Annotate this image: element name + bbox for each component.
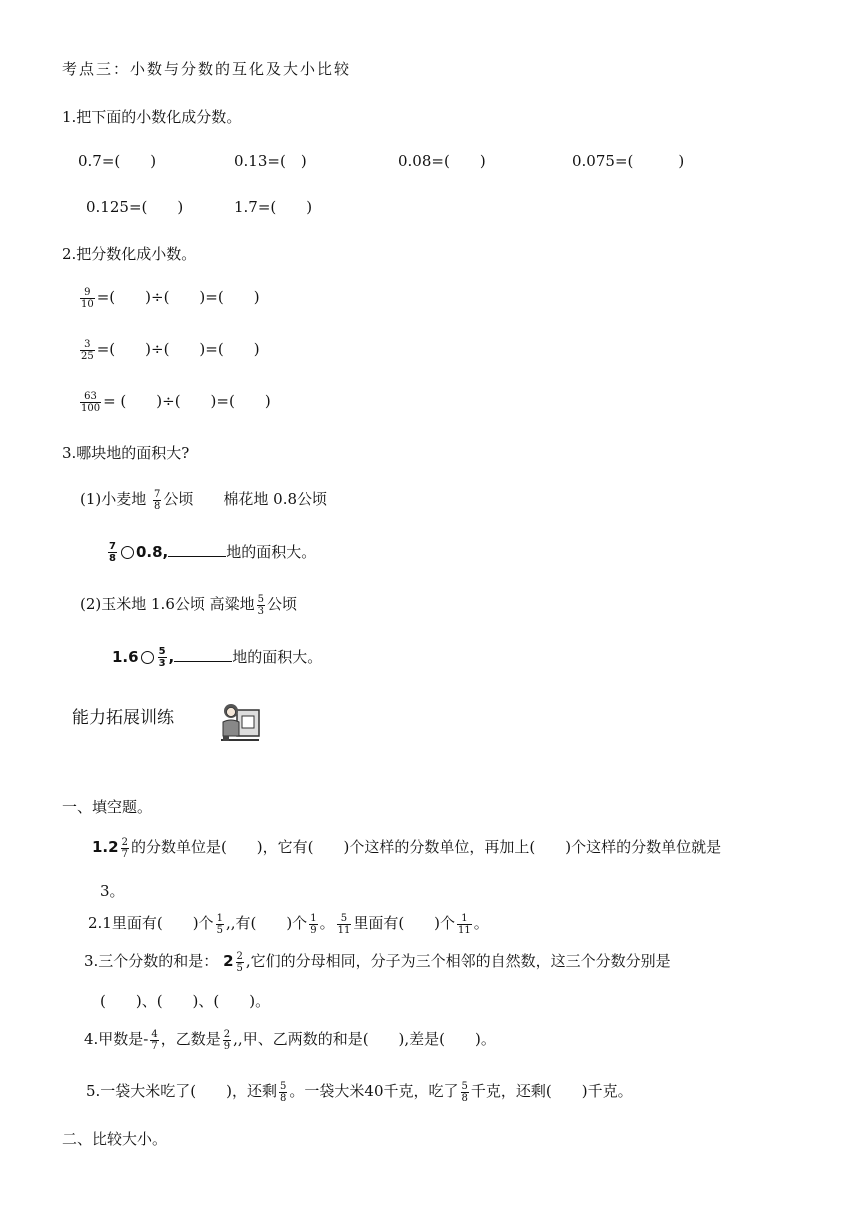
q2-item-3: $\frac{63}{100}$ = ( )÷( )=( ) (81, 390, 271, 414)
q1-item-6: 1.7=( ) (234, 198, 313, 216)
fraction: $\frac{5}{8}$ (461, 1080, 468, 1104)
q3-part-1-compare: $\frac{7}{8}$ 0.8, 地的面积大。 (109, 541, 317, 564)
part-1-heading: 一、填空题。 (62, 798, 153, 816)
fill-item-5: 5.一袋大米吃了( )，还剩 $\frac{5}{8}$ 。一袋大米40千克，吃了 $\frac{5}{8}$ 千克，还剩( )千克。 (86, 1080, 633, 1104)
question-3: 3.哪块地的面积大? (62, 444, 190, 462)
fraction: $\frac{4}{7}$ (151, 1028, 158, 1052)
ability-section-title: 能力拓展训练 (72, 708, 174, 728)
fill-item-1-cont: 3。 (100, 882, 125, 900)
answer-blank[interactable] (168, 542, 226, 557)
q1-item-2: 0.13=( ) (234, 152, 307, 170)
fill-item-3-cont: ( )、( )、( )。 (100, 992, 271, 1010)
q1-item-1: 0.7=( ) (78, 152, 157, 170)
fill-item-1: 1.2 $\frac{2}{7}$ 的分数单位是( )，它有( )个这样的分数单位，再加上( )个这样的分数单位就是 (92, 836, 722, 860)
fill-item-3: 3.三个分数的和是： 2 $\frac{2}{5}$ ,它们的分母相同，分子为三个相邻的自然数，这三个分数分别是 (84, 950, 671, 974)
answer-blank[interactable] (174, 647, 232, 662)
question-1: 1.把下面的小数化成分数。 (62, 108, 242, 126)
fraction: $\frac{3}{25}$ (81, 338, 94, 362)
fraction: $\frac{1}{11}$ (458, 912, 471, 936)
part-2-heading: 二、比较大小。 (62, 1130, 168, 1148)
fraction: $\frac{2}{5}$ (236, 950, 243, 974)
fill-item-4: 4.甲数是- $\frac{4}{7}$ ，乙数是 $\frac{2}{9}$ ,,甲、乙两数的和是( ),差是( )。 (84, 1028, 496, 1052)
fraction: $\frac{63}{100}$ (81, 390, 101, 414)
fraction: $\frac{5}{3}$ (257, 593, 265, 617)
compare-circle[interactable] (121, 546, 134, 559)
q3-part-1: (1)小麦地 $\frac{7}{8}$ 公顷 棉花地 0.8公顷 (80, 488, 328, 512)
student-reading-icon (217, 700, 263, 744)
fraction: $\frac{5}{11}$ (337, 912, 351, 936)
q1-item-4: 0.075=( ) (572, 152, 685, 170)
q3-part-2: (2)玉米地 1.6公顷 高粱地 $\frac{5}{3}$ 公顷 (80, 593, 298, 617)
fraction: $\frac{7}{8}$ (109, 541, 116, 564)
fraction: $\frac{5}{3}$ (158, 646, 166, 669)
fill-item-2: 2.1里面有( )个 $\frac{1}{5}$ ,,有( )个 $\frac{1}{9}$ 。 $\frac{5}{11}$ 里面有( )个 $\frac{1}{11}$ 。 (88, 912, 489, 936)
fraction: $\frac{1}{5}$ (216, 912, 223, 936)
fraction: $\frac{2}{9}$ (223, 1028, 231, 1052)
fraction: $\frac{9}{10}$ (81, 286, 94, 310)
q1-item-3: 0.08=( ) (398, 152, 486, 170)
q2-item-1: $\frac{9}{10}$ =( )÷( )=( ) (81, 286, 260, 310)
q3-part-2-compare: 1.6 $\frac{5}{3}$ , 地的面积大。 (112, 646, 323, 669)
section-heading-kp3: 考点三：小数与分数的互化及大小比较 (62, 60, 352, 78)
fraction: $\frac{5}{8}$ (280, 1080, 287, 1104)
fraction: $\frac{7}{8}$ (154, 488, 161, 512)
question-2: 2.把分数化成小数。 (62, 245, 197, 263)
fraction: $\frac{1}{9}$ (310, 912, 317, 936)
compare-circle[interactable] (141, 651, 154, 664)
fraction: $\frac{2}{7}$ (121, 836, 128, 860)
q1-item-5: 0.125=( ) (86, 198, 184, 216)
q2-item-2: $\frac{3}{25}$ =( )÷( )=( ) (81, 338, 260, 362)
